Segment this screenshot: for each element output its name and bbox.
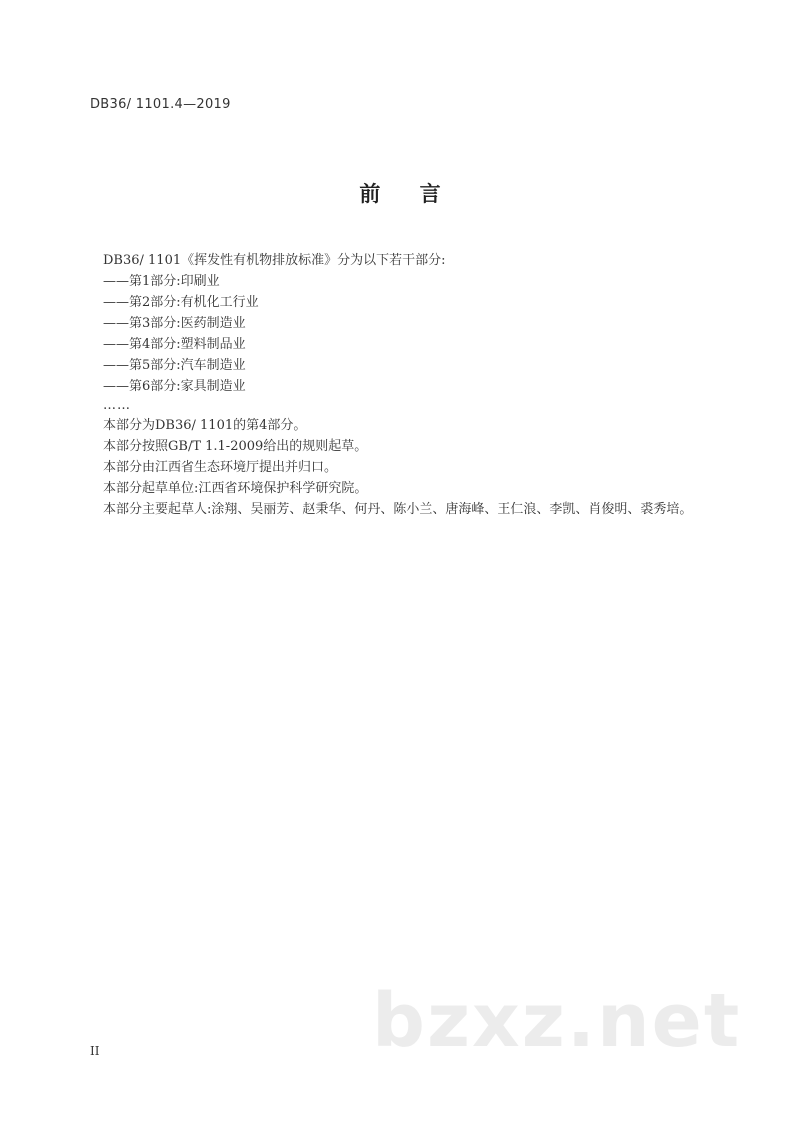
- watermark: bzxz.net: [372, 978, 742, 1064]
- part-list-item-5: ——第5部分:汽车制造业: [103, 358, 246, 373]
- paragraph-drafting-unit: 本部分起草单位:江西省环境保护科学研究院。: [103, 481, 368, 496]
- paragraph-drafters: 本部分主要起草人:涂翔、吴丽芳、赵秉华、何丹、陈小兰、唐海峰、王仁浪、李凯、肖俊明、裘秀培。: [103, 502, 693, 517]
- part-list-item-1: ——第1部分:印刷业: [103, 274, 220, 289]
- part-list-item-6: ——第6部分:家具制造业: [103, 379, 246, 394]
- intro-paragraph: DB36/ 1101《挥发性有机物排放标准》分为以下若干部分:: [103, 253, 446, 268]
- list-ellipsis: ……: [103, 398, 131, 413]
- foreword-body: [90, 250, 715, 520]
- paragraph-part-number: 本部分为DB36/ 1101的第4部分。: [103, 418, 307, 433]
- part-list-item-3: ——第3部分:医药制造业: [103, 316, 246, 331]
- page-title: 前 言: [359, 182, 457, 206]
- page-number: II: [90, 1044, 100, 1058]
- part-list-item-4: ——第4部分:塑料制品业: [103, 337, 246, 352]
- part-list-item-2: ——第2部分:有机化工行业: [103, 295, 259, 310]
- document-code: DB36/ 1101.4—2019: [90, 97, 231, 112]
- paragraph-drafting-rules: 本部分按照GB/T 1.1-2009给出的规则起草。: [103, 439, 368, 454]
- paragraph-proposer: 本部分由江西省生态环境厅提出并归口。: [103, 460, 338, 475]
